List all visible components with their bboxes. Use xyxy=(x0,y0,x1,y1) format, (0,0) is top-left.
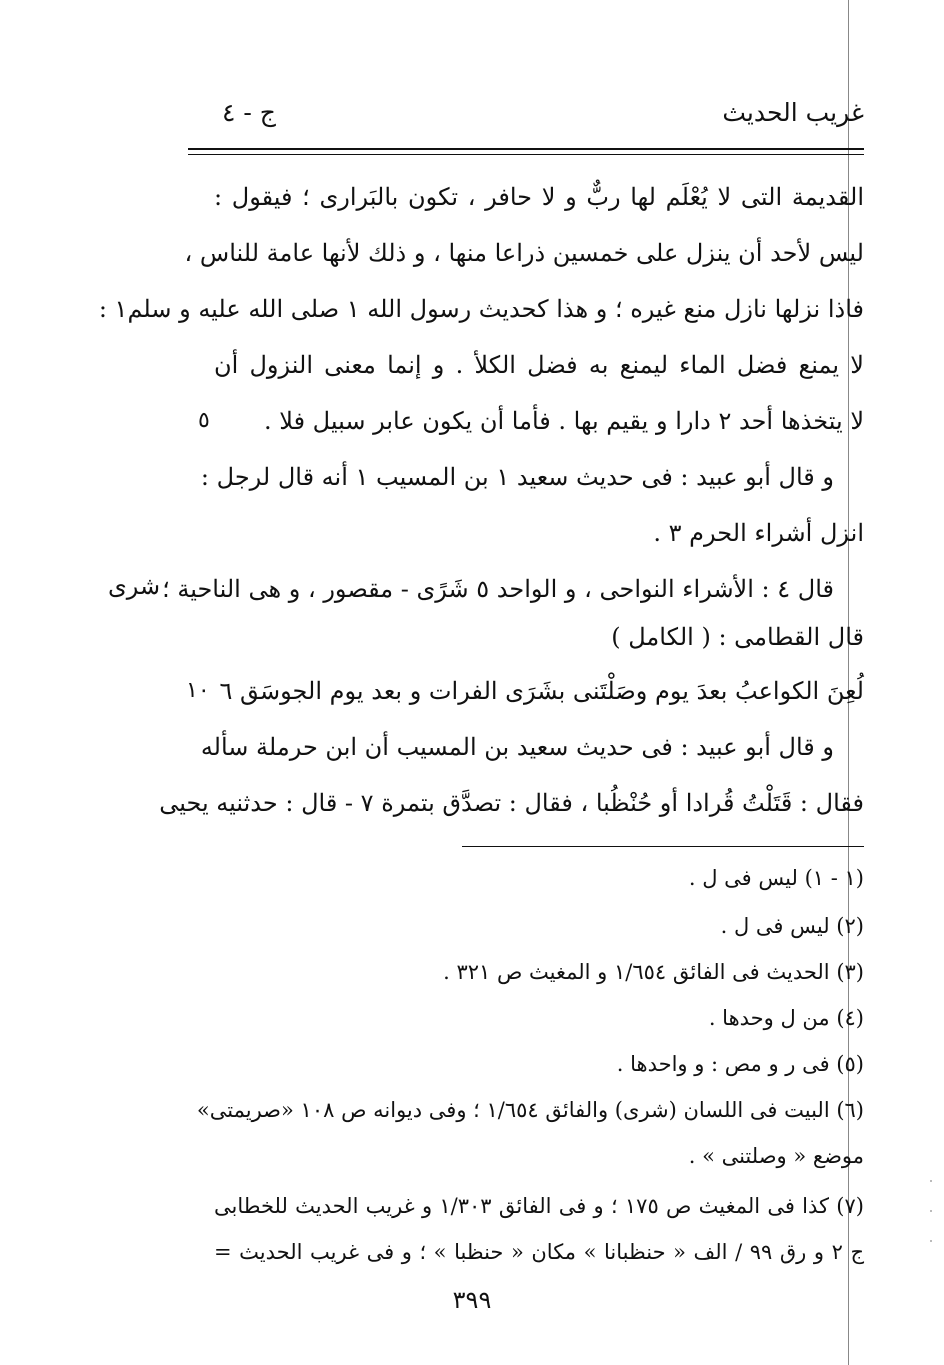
body-line: قال القطامى : ( الكامل ) xyxy=(611,623,864,651)
footnote: (٢) ليس فى ل . xyxy=(720,914,864,938)
footnote: (٥) فى ر و مص : و واحدها . xyxy=(616,1052,864,1076)
footnote: (٣) الحديث فى الفائق ١/٦٥٤ و المغيث ص ٣٢١ . xyxy=(443,960,864,984)
page-number: ٣٩٩ xyxy=(452,1286,492,1314)
verse-line: لُعِنَ الكواعبُ بعدَ يوم وصَلْتَنى بشَرَى الفرات و بعد يوم الجوسَق ٦ xyxy=(219,677,864,705)
scan-speck xyxy=(930,1240,932,1242)
body-line: لا يتخذها أحد ٢ دارا و يقيم بها . فأما أن يكون عابر سبيل فلا . xyxy=(264,407,865,435)
header-rule-thin xyxy=(188,154,864,155)
body-line: القديمة التى لا يُعْلَم لها ربٌّ و لا حافر ، تكون بالبَرارى ؛ فيقول : xyxy=(214,183,864,211)
body-line: فقال : قَتَلْتُ قُرادا أو حُنْظُبا ، فقال : تصدَّق بتمرة ٧ - قال : حدثنيه يحيى xyxy=(159,789,864,817)
body-line: لا يمنع فضل الماء ليمنع به فضل الكلأ . و إنما معنى النزول أن xyxy=(214,351,864,379)
footnote: (٧) كذا فى المغيث ص ١٧٥ ؛ و فى الفائق ١/٣٠٣ و غريب الحديث للخطابى xyxy=(214,1194,864,1218)
footnote-continuation: موضع « وصلتنى » . xyxy=(688,1144,864,1168)
running-title: غريب الحديث xyxy=(722,98,864,127)
body-line: انزل أشراء الحرم ٣ . xyxy=(653,519,864,547)
body-line: و قال أبو عبيد : فى حديث سعيد بن المسيب أن ابن حرملة سأله xyxy=(200,733,834,761)
body-line: فاذا نزلها نازل منع غيره ؛ و هذا كحديث رسول الله ١ صلى الله عليه و سلم١ : xyxy=(98,295,864,323)
line-number: ٥ xyxy=(198,408,210,433)
scan-speck xyxy=(930,1210,932,1212)
footnote: (١ - ١) ليس فى ل . xyxy=(688,866,864,890)
body-line: ليس لأحد أن ينزل على خمسين ذراعا منها ، و ذلك لأنها عامة للناس ، xyxy=(184,239,864,267)
margin-keyword: شرى xyxy=(108,572,161,600)
body-line: و قال أبو عبيد : فى حديث سعيد ١ بن المسيب ١ أنه قال لرجل : xyxy=(200,463,834,491)
body-line: قال ٤ : الأشراء النواحى ، و الواحد ٥ شَرًى - مقصور ، و هى الناحية ؛ xyxy=(162,575,834,603)
footnote-rule xyxy=(462,846,864,847)
footnote-continuation: ج ٢ و رق ٩٩ / الف « حنظبانا » مكان « حنظبا » ؛ و فى غريب الحديث = xyxy=(214,1240,865,1264)
footnote: (٤) من ل وحدها . xyxy=(708,1006,864,1030)
volume-label: ج - ٤ xyxy=(222,98,276,127)
footnote: (٦) البيت فى اللسان (شرى) والفائق ١/٦٥٤ ؛ وفى ديوانه ص ١٠٨ «صريمتى» xyxy=(196,1098,864,1122)
line-number: ١٠ xyxy=(186,678,210,703)
header-rule xyxy=(188,148,864,150)
scan-speck xyxy=(930,1180,932,1182)
